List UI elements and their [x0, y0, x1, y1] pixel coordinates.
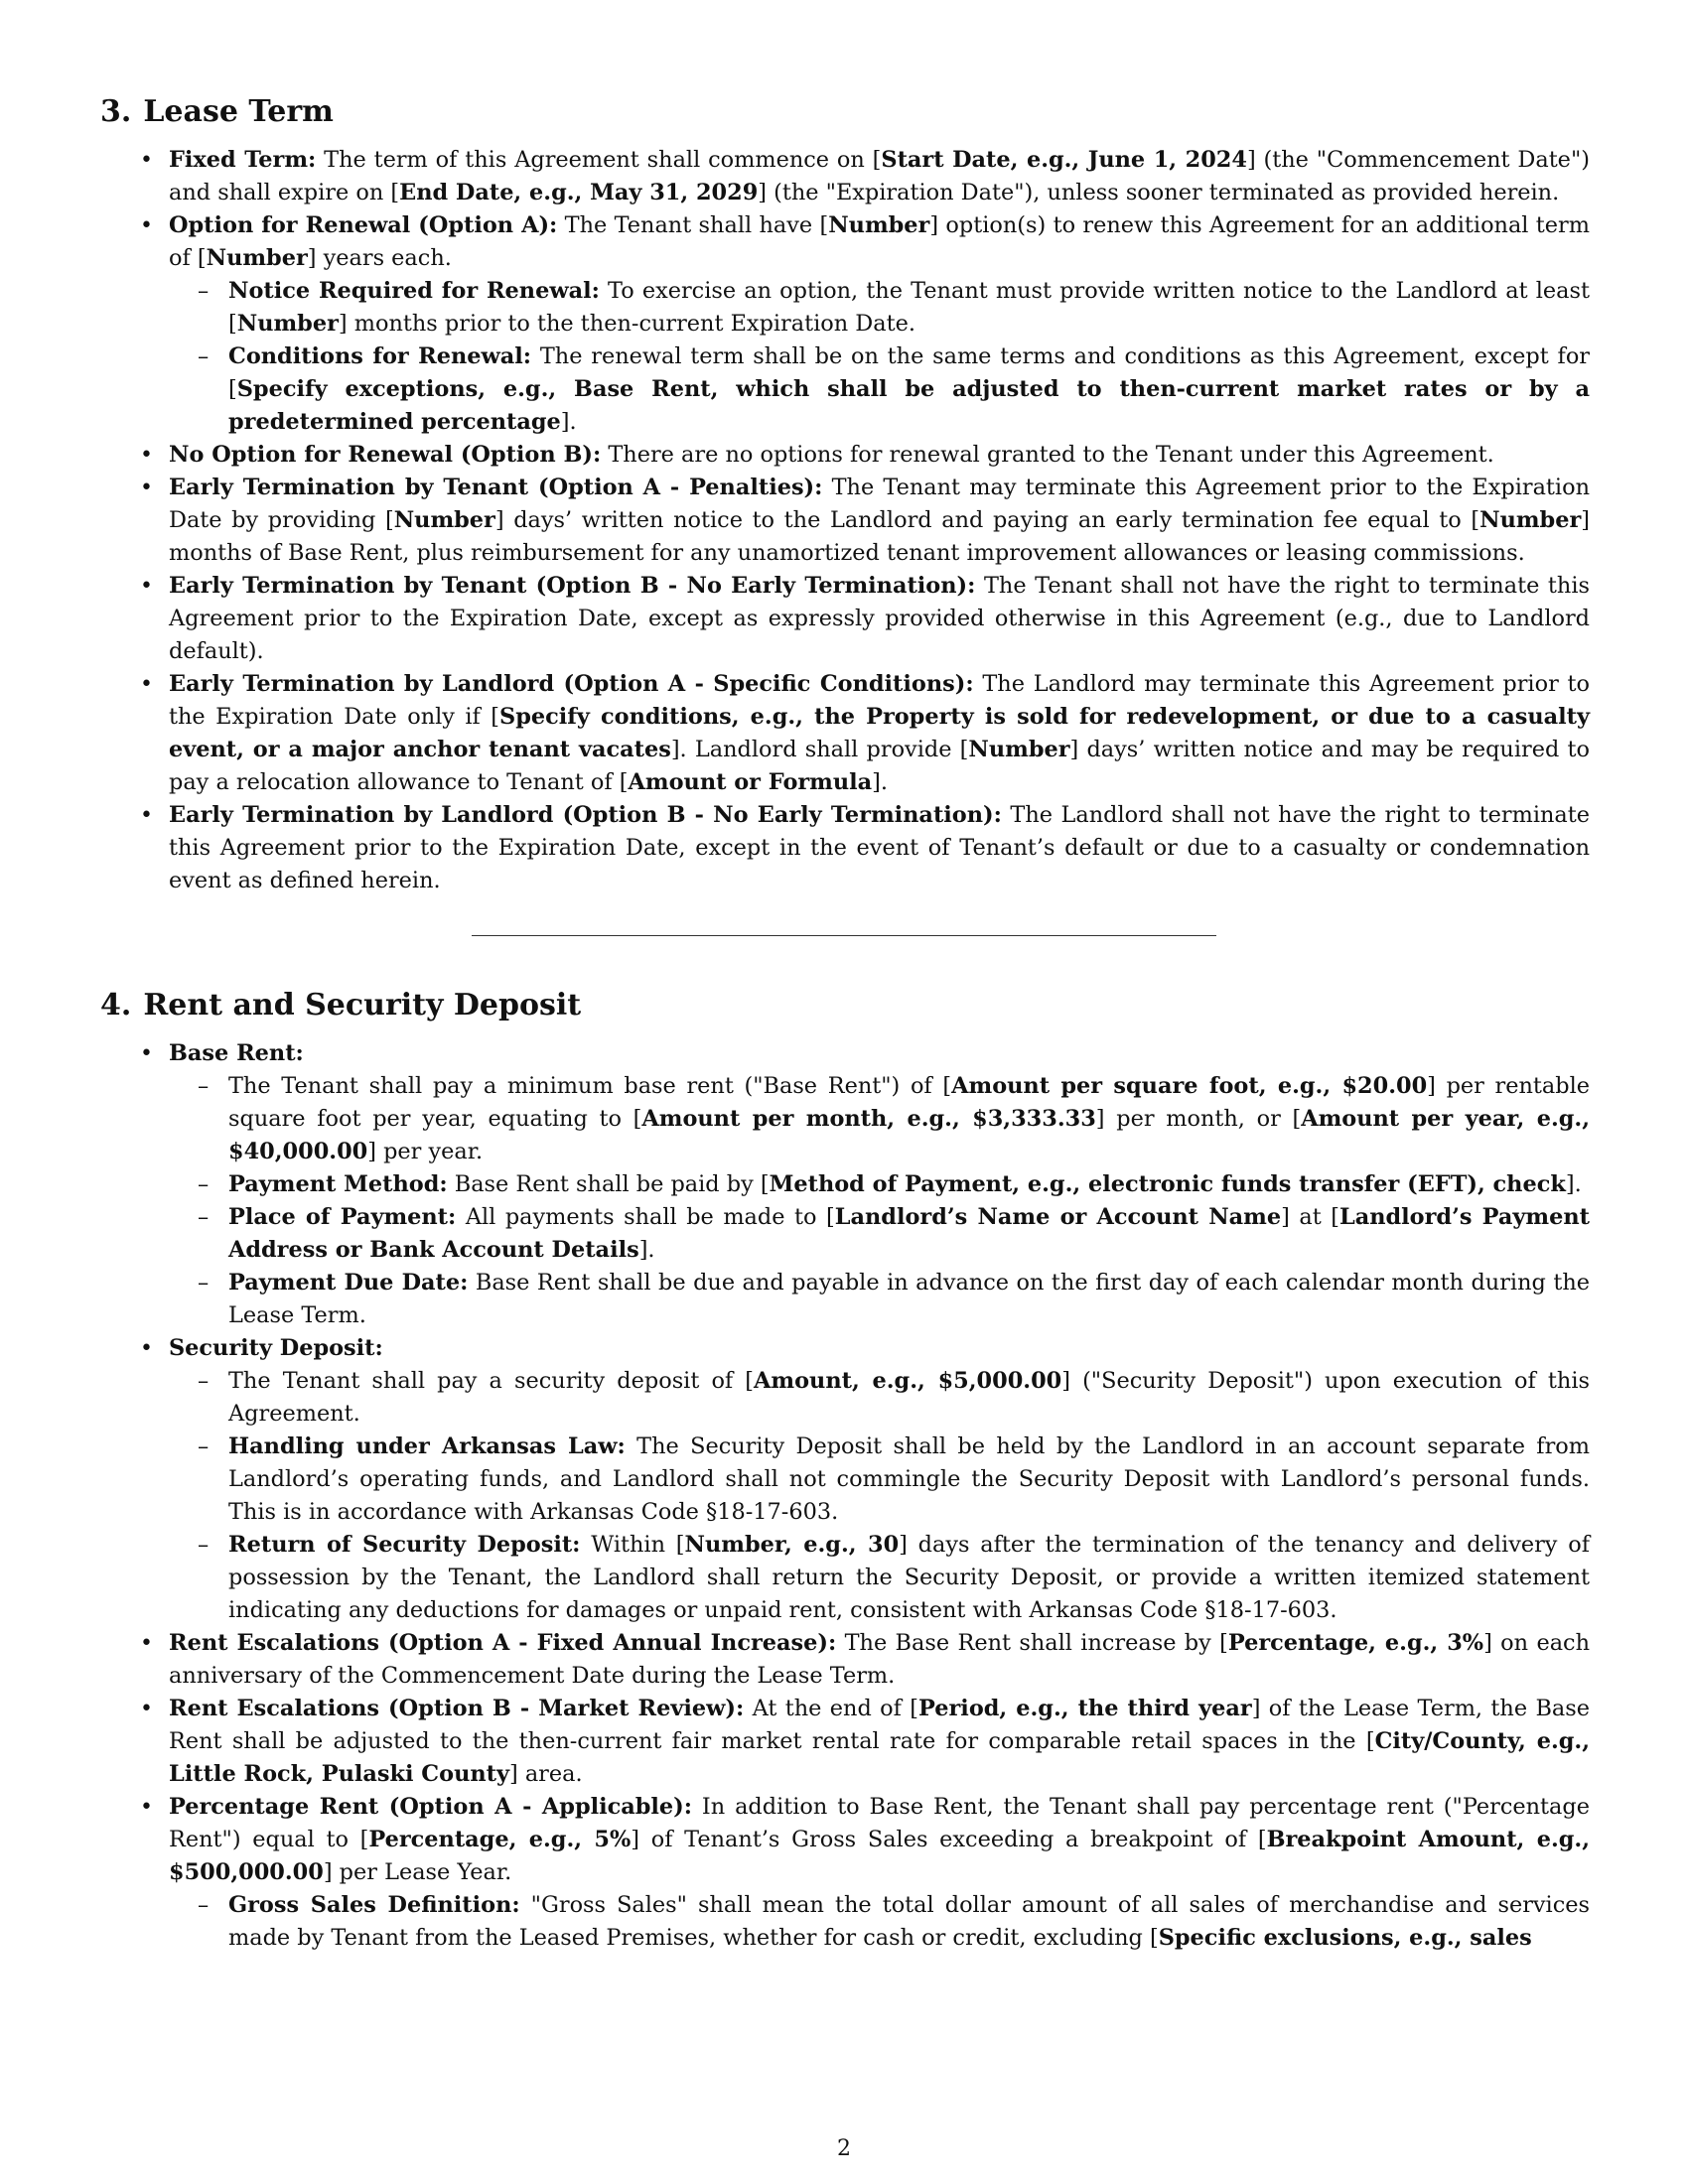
dash-icon: –: [198, 343, 210, 369]
bullet-icon: •: [140, 803, 153, 828]
item-text: The Tenant shall not have the right to terminate this Agreement prior to the Expiration Date, except as expressly provided otherwise in this Agreement (e.g., due to Landlord default).: [169, 573, 1590, 664]
placeholder-text: Number: [236, 311, 339, 337]
list-item-fixed-term: [100, 144, 1590, 209]
item-text: ] (the "Expiration Date"), unless sooner terminated as provided herein.: [758, 180, 1560, 205]
list-item-renewal-option-a: [100, 209, 1590, 439]
renewal-sublist: [169, 275, 1590, 439]
item-label: Rent Escalations (Option A - Fixed Annual Increase):: [169, 1630, 837, 1656]
dash-icon: –: [198, 1171, 210, 1197]
item-label: Early Termination by Landlord (Option B - No Early Termination):: [169, 802, 1002, 828]
bullet-icon: •: [140, 148, 153, 173]
item-text: The Tenant may terminate this Agreement prior to the Expiration Date by providing [: [169, 475, 1590, 533]
sublist-item: [169, 1529, 1590, 1627]
placeholder-text: Amount or Formula: [628, 769, 873, 795]
bullet-icon: •: [140, 574, 153, 599]
item-label: Base Rent:: [169, 1040, 304, 1066]
dash-icon: –: [198, 1532, 210, 1558]
placeholder-text: End Date, e.g., May 31, 2029: [399, 180, 759, 205]
bullet-icon: •: [140, 1697, 153, 1721]
bullet-icon: •: [140, 1041, 153, 1066]
item-label: Payment Method:: [228, 1171, 448, 1197]
percentage-rent-sublist: [169, 1889, 1590, 1955]
bullet-icon: •: [140, 1631, 153, 1656]
placeholder-text: Specify conditions, e.g., the Property is sold for redevelopment, or due to a casualty event, or a major anchor tenant vacates: [169, 704, 1590, 762]
list-item-base-rent: [100, 1037, 1590, 1332]
list-item-tenant-termination-a: [100, 472, 1590, 570]
item-text: The Tenant shall pay a security deposit of [: [228, 1368, 755, 1394]
item-text: To exercise an option, the Tenant must provide written notice to the Landlord at least [: [228, 278, 1590, 337]
item-text: ] area.: [508, 1761, 583, 1787]
sublist-item: [169, 1267, 1590, 1332]
placeholder-text: Number: [828, 212, 930, 238]
item-text: The renewal term shall be on the same terms and conditions as this Agreement, except for [: [228, 343, 1590, 402]
bullet-icon: •: [140, 1336, 153, 1361]
bullet-icon: •: [140, 443, 153, 468]
item-text: The Tenant shall pay a minimum base rent ("Base Rent") of [: [228, 1073, 952, 1099]
item-label: Security Deposit:: [169, 1335, 383, 1361]
section-heading: [100, 986, 1590, 1025]
item-text: ] option(s) to renew this Agreement for an additional term of [: [169, 212, 1590, 271]
item-label: Gross Sales Definition:: [228, 1892, 520, 1918]
sublist-item: [169, 1168, 1590, 1201]
item-text: ] per rentable square foot per year, equating to [: [228, 1073, 1590, 1132]
item-text: ] on each anniversary of the Commencement Date during the Lease Term.: [169, 1630, 1591, 1689]
sublist-item: [169, 341, 1590, 439]
sublist-item: [169, 1365, 1590, 1431]
list-item-escalation-a: [100, 1627, 1590, 1693]
item-label: Handling under Arkansas Law:: [228, 1433, 626, 1459]
item-label: Fixed Term:: [169, 147, 317, 173]
item-text: ]. Landlord shall provide [: [670, 737, 969, 762]
placeholder-text: Specify exceptions, e.g., Base Rent, which shall be adjusted to then-current market rates or by a predetermined percentage: [228, 376, 1590, 435]
item-text: The Landlord shall not have the right to terminate this Agreement prior to the Expiration Date, except in the event of Tenant’s default or due to a casualty or condemnation event as defined herein.: [169, 802, 1590, 893]
list-item-landlord-termination-b: [100, 799, 1590, 897]
placeholder-text: Start Date, e.g., June 1, 2024: [881, 147, 1247, 173]
item-label: Return of Security Deposit:: [228, 1532, 581, 1558]
item-text: ].: [638, 1237, 655, 1263]
sublist-item: [169, 1431, 1590, 1529]
placeholder-text: Number: [968, 737, 1070, 762]
sublist-item: [169, 1201, 1590, 1267]
item-label: Place of Payment:: [228, 1204, 457, 1230]
base-rent-sublist: [169, 1070, 1590, 1332]
item-text: The term of this Agreement shall commence on [: [316, 147, 882, 173]
placeholder-text: Number: [206, 245, 308, 271]
item-label: Payment Due Date:: [228, 1270, 469, 1296]
item-text: All payments shall be made to [: [456, 1204, 835, 1230]
section-divider: [472, 935, 1216, 936]
item-text: ].: [872, 769, 889, 795]
dash-icon: –: [198, 1270, 210, 1296]
sublist-item: [169, 275, 1590, 341]
item-text: ] months of Base Rent, plus reimbursement for any unamortized tenant improvement allowances or leasing commissions.: [169, 507, 1591, 566]
bullet-icon: •: [140, 672, 153, 697]
item-text: ] days after the termination of the tenancy and delivery of possession by the Tenant, the Landlord shall return the Security Deposit, or provide a written itemized statement indicating any deductions for damages or unpaid rent, consistent with Arkansas Code §18-17-603.: [228, 1532, 1590, 1623]
placeholder-text: Specific exclusions, e.g., sales: [1158, 1925, 1532, 1951]
item-text: The Base Rent shall increase by [: [836, 1630, 1228, 1656]
item-label: Conditions for Renewal:: [228, 343, 532, 369]
item-text: ].: [1565, 1171, 1582, 1197]
dash-icon: –: [198, 1892, 210, 1918]
placeholder-text: Amount, e.g., $5,000.00: [754, 1368, 1062, 1394]
section-heading: [100, 92, 1590, 132]
item-label: Early Termination by Tenant (Option A - Penalties):: [169, 475, 823, 500]
placeholder-text: Amount per square foot, e.g., $20.00: [951, 1073, 1428, 1099]
placeholder-text: City/County, e.g., Little Rock, Pulaski County: [169, 1728, 1590, 1787]
item-text: ] ("Security Deposit") upon execution of this Agreement.: [228, 1368, 1590, 1427]
item-text: The Landlord may terminate this Agreement prior to the Expiration Date only if [: [169, 671, 1590, 730]
item-text: The Tenant shall have [: [557, 212, 829, 238]
placeholder-text: Number, e.g., 30: [684, 1532, 900, 1558]
sublist-item: [169, 1889, 1590, 1955]
item-text: ] at [: [1281, 1204, 1339, 1230]
section-number: 4.: [100, 988, 132, 1023]
list-item-escalation-b: [100, 1693, 1590, 1791]
security-sublist: [169, 1365, 1590, 1627]
section-rent-security: [100, 986, 1590, 1955]
item-text: ] days’ written notice to the Landlord and paying an early termination fee equal to [: [494, 507, 1480, 533]
placeholder-text: Number: [393, 507, 495, 533]
item-text: "Gross Sales" shall mean the total dollar amount of all sales of merchandise and services made by Tenant from the Leased Premises, whether for cash or credit, excluding [: [228, 1892, 1590, 1951]
item-text: ] per year.: [367, 1139, 484, 1164]
list-item-tenant-termination-b: [100, 570, 1590, 668]
item-text: Within [: [580, 1532, 685, 1558]
item-label: Percentage Rent (Option A - Applicable):: [169, 1794, 693, 1820]
item-text: ] of Tenant’s Gross Sales exceeding a breakpoint of [: [631, 1827, 1267, 1852]
section-title: Rent and Security Deposit: [143, 988, 582, 1023]
item-text: There are no options for renewal granted to the Tenant under this Agreement.: [601, 442, 1494, 468]
item-text: ] per Lease Year.: [323, 1859, 512, 1885]
lease-term-list: [100, 144, 1590, 897]
item-text: ].: [560, 409, 577, 435]
item-label: Notice Required for Renewal:: [228, 278, 600, 304]
item-text: Base Rent shall be due and payable in advance on the first day of each calendar month during the Lease Term.: [228, 1270, 1590, 1328]
section-lease-term: [100, 92, 1590, 897]
placeholder-text: Percentage, e.g., 3%: [1227, 1630, 1484, 1656]
item-label: Rent Escalations (Option B - Market Review):: [169, 1696, 745, 1721]
placeholder-text: Landlord’s Name or Account Name: [834, 1204, 1282, 1230]
sublist-item: [169, 1070, 1590, 1168]
placeholder-text: Breakpoint Amount, e.g., $500,000.00: [169, 1827, 1591, 1885]
item-text: In addition to Base Rent, the Tenant shall pay percentage rent ("Percentage Rent") equal to [: [169, 1794, 1590, 1852]
page-number: 2: [837, 2136, 851, 2161]
placeholder-text: Period, e.g., the third year: [918, 1696, 1252, 1721]
item-label: Early Termination by Tenant (Option B - No Early Termination):: [169, 573, 976, 599]
item-text: ] years each.: [307, 245, 452, 271]
item-text: ] of the Lease Term, the Base Rent shall be adjusted to the then-current fair market rental rate for comparable retail spaces in the [: [169, 1696, 1590, 1754]
item-label: No Option for Renewal (Option B):: [169, 442, 602, 468]
dash-icon: –: [198, 278, 210, 304]
placeholder-text: Number: [1479, 507, 1582, 533]
list-item-landlord-termination-a: [100, 668, 1590, 799]
item-label: Option for Renewal (Option A):: [169, 212, 558, 238]
placeholder-text: Amount per month, e.g., $3,333.33: [641, 1106, 1096, 1132]
item-text: ] months prior to the then-current Expiration Date.: [338, 311, 915, 337]
item-text: The Security Deposit shall be held by the Landlord in an account separate from Landlord’s operating funds, and Landlord shall not commingle the Security Deposit with Landlord’s personal funds. This is in accordance with Arkansas Code §18-17-603.: [228, 1433, 1590, 1525]
item-text: ] (the "Commencement Date") and shall expire on [: [169, 147, 1590, 205]
rent-security-list: [100, 1037, 1590, 1955]
placeholder-text: Percentage, e.g., 5%: [368, 1827, 632, 1852]
list-item-security-deposit: [100, 1332, 1590, 1627]
section-number: 3.: [100, 94, 132, 129]
item-label: Early Termination by Landlord (Option A - Specific Conditions):: [169, 671, 974, 697]
dash-icon: –: [198, 1368, 210, 1394]
list-item-percentage-rent: [100, 1791, 1590, 1955]
dash-icon: –: [198, 1433, 210, 1459]
placeholder-text: Amount per year, e.g., $40,000.00: [228, 1106, 1590, 1164]
bullet-icon: •: [140, 213, 153, 238]
item-text: Base Rent shall be paid by [: [447, 1171, 770, 1197]
placeholder-text: Landlord’s Payment Address or Bank Account Details: [228, 1204, 1590, 1263]
list-item-renewal-option-b: [100, 439, 1590, 472]
bullet-icon: •: [140, 476, 153, 500]
placeholder-text: Method of Payment, e.g., electronic funds transfer (EFT), check: [769, 1171, 1566, 1197]
item-text: ] days’ written notice and may be required to pay a relocation allowance to Tenant of [: [169, 737, 1590, 795]
dash-icon: –: [198, 1204, 210, 1230]
item-text: At the end of [: [744, 1696, 919, 1721]
dash-icon: –: [198, 1073, 210, 1099]
section-title: Lease Term: [143, 94, 334, 129]
item-text: ] per month, or [: [1095, 1106, 1302, 1132]
document-content: [100, 92, 1590, 1955]
bullet-icon: •: [140, 1795, 153, 1820]
